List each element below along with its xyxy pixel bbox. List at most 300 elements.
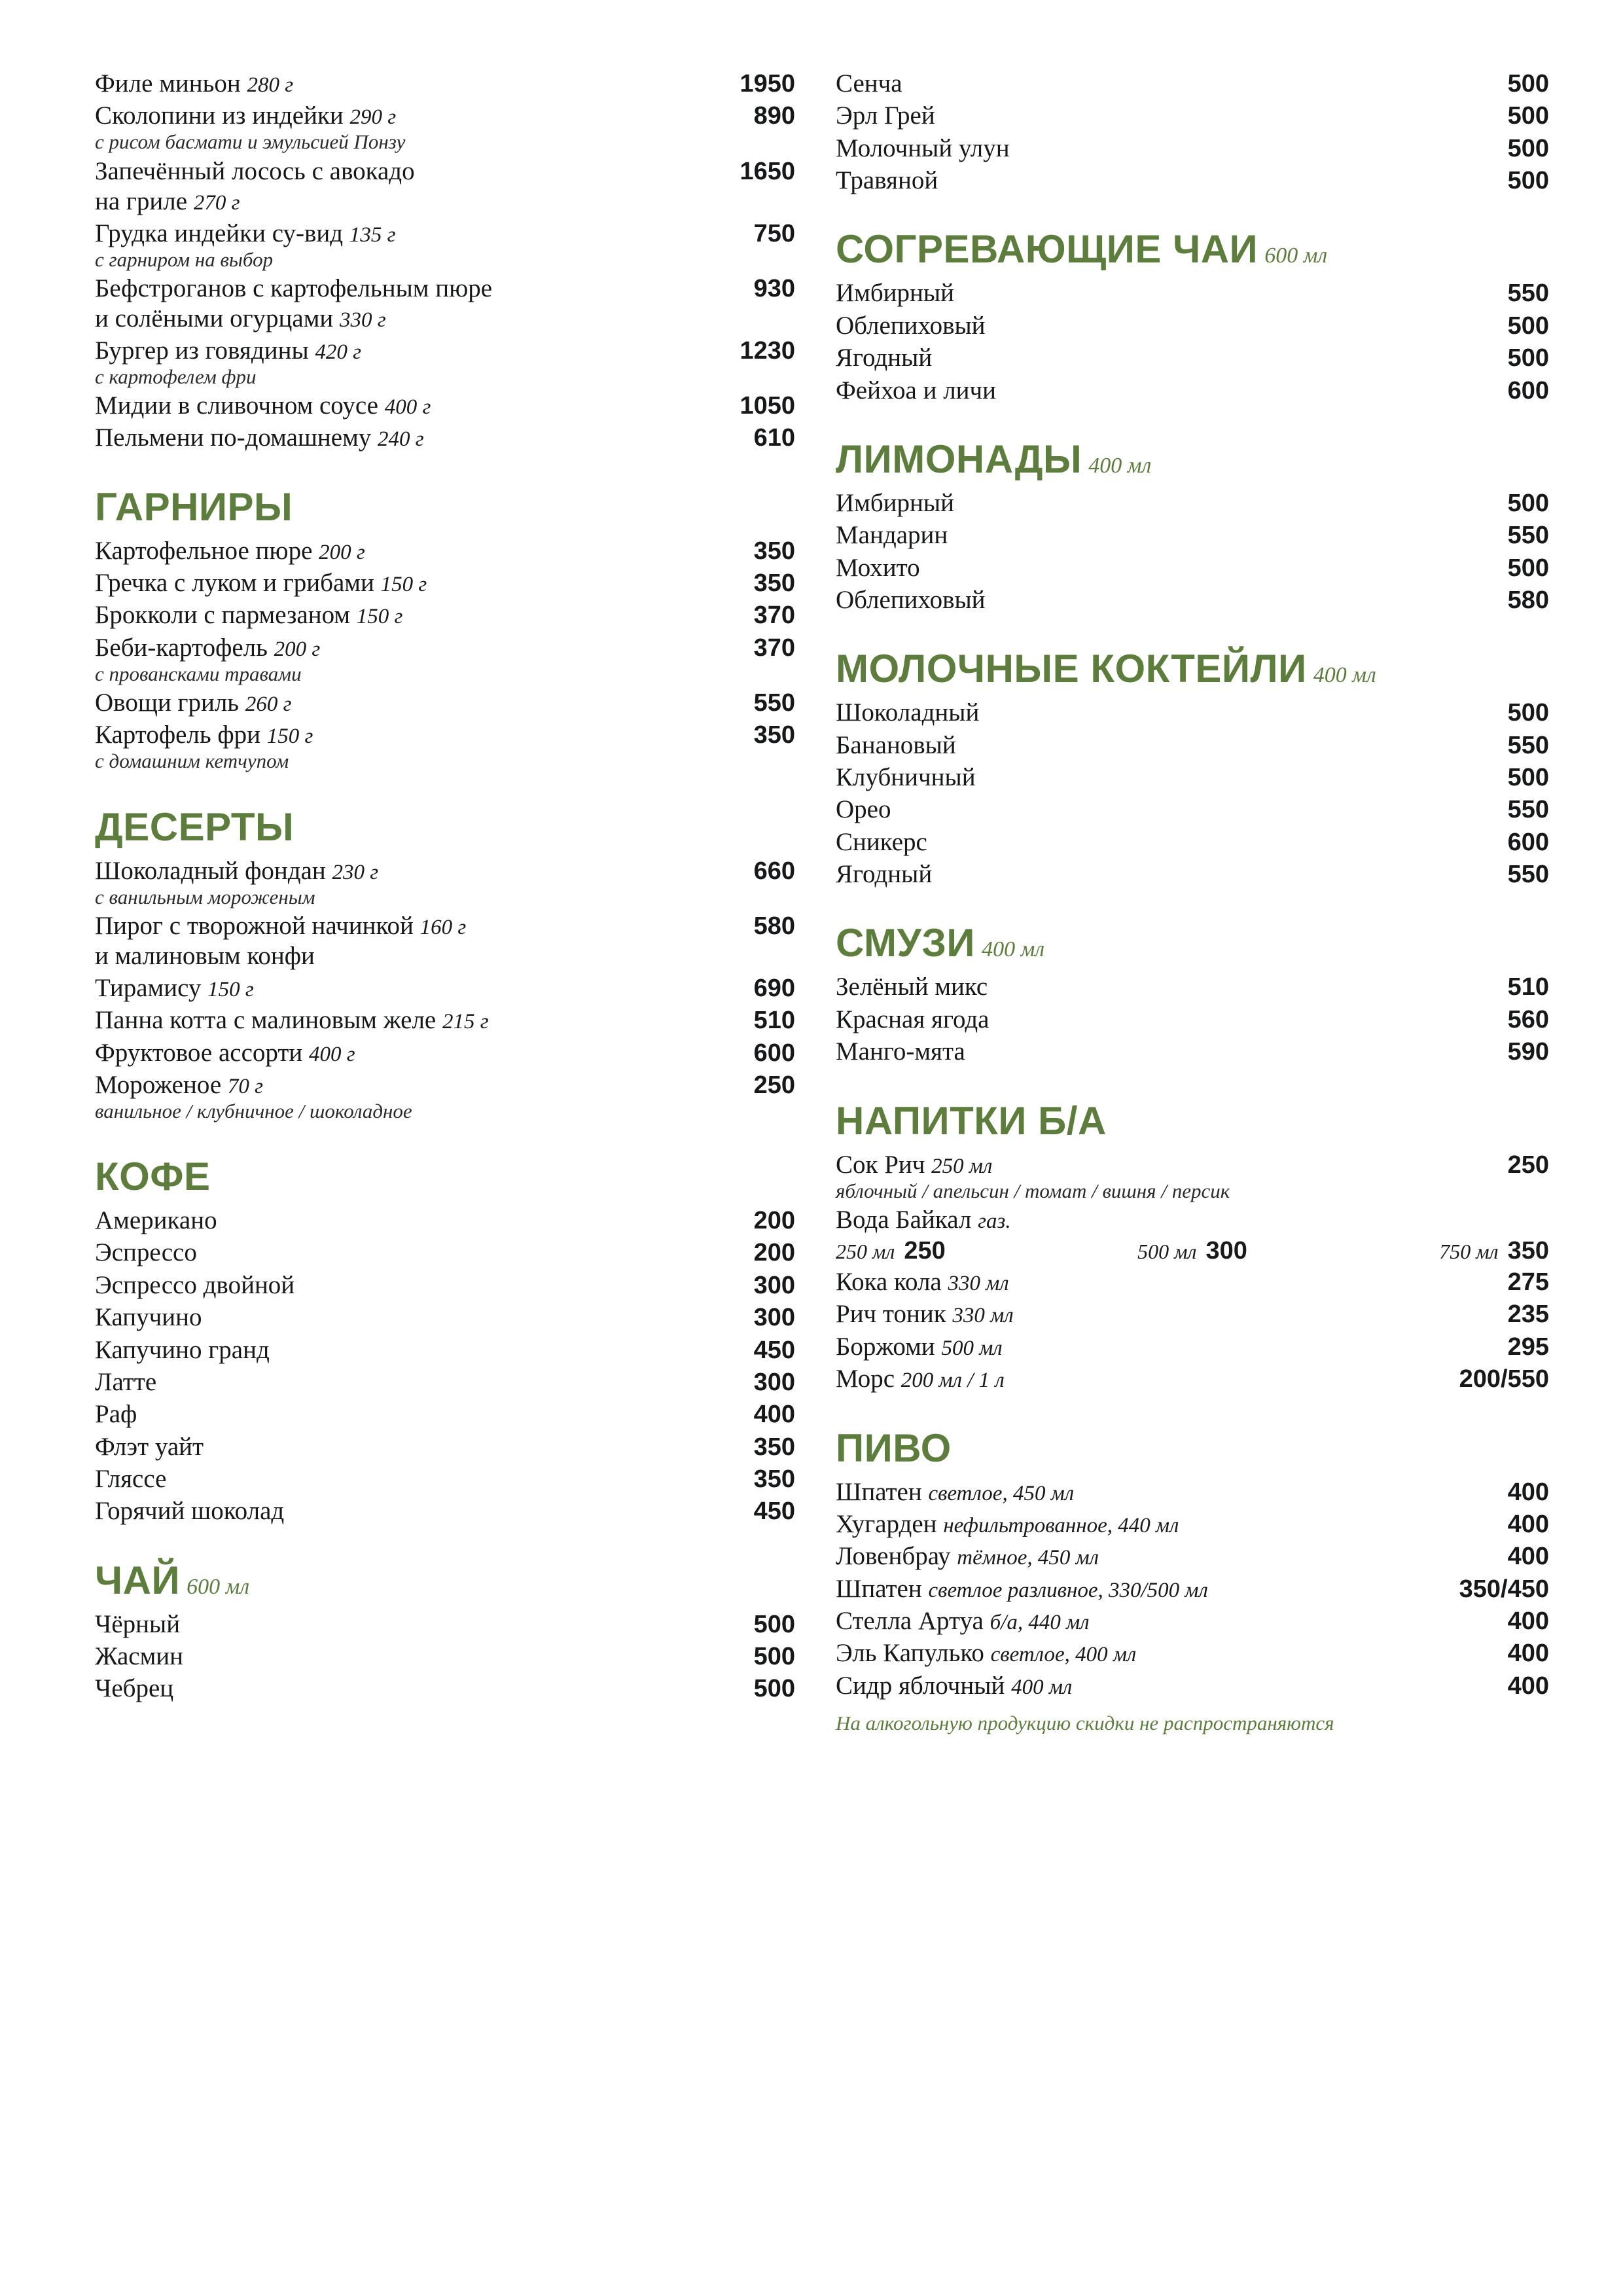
menu-item-portion: 230 г	[332, 860, 379, 884]
menu-item	[836, 1541, 1549, 1571]
menu-item-main	[95, 1674, 697, 1704]
menu-item-main	[836, 1037, 1451, 1067]
menu-item-name: Вода Байкал газ.	[836, 1205, 1011, 1234]
menu-item-name: Пирог с творожной начинкой 160 г	[95, 911, 467, 940]
menu-item-name: Ягодный	[836, 344, 933, 372]
menu-item-portion: 330 г	[340, 308, 386, 332]
menu-item-portion: 150 г	[356, 605, 403, 629]
menu-item	[836, 69, 1549, 99]
section-volume: 600 мл	[187, 1574, 250, 1599]
menu-item-name-line2: и малиновым конфи	[95, 941, 315, 970]
menu-item-name: Эль Капулько светлое, 400 мл	[836, 1639, 1137, 1668]
menu-item-price: 500	[1507, 312, 1549, 340]
menu-item-price: 235	[1507, 1300, 1549, 1329]
menu-item-main	[836, 1574, 1451, 1604]
menu-item-main	[95, 219, 697, 272]
menu-item-description: с гарниром на выбор	[95, 247, 274, 271]
menu-item-name: Панна котта с малиновым желе 215 г	[95, 1006, 489, 1035]
menu-item-portion: 215 г	[442, 1010, 489, 1034]
menu-item	[95, 973, 795, 1003]
menu-item-price: 300	[753, 1271, 795, 1299]
menu-item-name: Шпатен светлое разливное, 330/500 мл	[836, 1574, 1208, 1603]
menu-item-main	[95, 1302, 697, 1333]
menu-item-price: 750	[753, 219, 795, 247]
menu-item	[95, 1270, 795, 1300]
menu-item-name: Эспрессо двойной	[95, 1270, 295, 1299]
menu-item-main	[836, 520, 1451, 550]
water-price-option	[836, 1237, 946, 1265]
menu-item-main	[836, 343, 1451, 373]
menu-item-main	[95, 1464, 697, 1494]
water-volume: 250 мл	[836, 1240, 895, 1264]
menu-item-main	[95, 156, 697, 217]
menu-item	[95, 156, 795, 217]
menu-item-portion: 270 г	[193, 190, 240, 215]
menu-item-name: Пельмени по-домашнему 240 г	[95, 423, 424, 452]
menu-item-price: 610	[753, 424, 795, 452]
menu-item-main	[836, 134, 1451, 164]
menu-item-name: Имбирный	[836, 488, 955, 517]
menu-item-price: 400	[753, 1401, 795, 1429]
menu-item-name: Сколопини из индейки 290 г	[95, 101, 397, 130]
menu-item-name: Мидии в сливочном соусе 400 г	[95, 391, 431, 420]
menu-item-main	[836, 972, 1451, 1002]
menu-item-name: Жасмин	[95, 1642, 184, 1671]
menu-item-main	[836, 1509, 1451, 1539]
menu-item-main	[836, 859, 1451, 889]
menu-item-name-line2: на гриле 270 г	[95, 187, 240, 215]
menu-item-description: с рисом басмати и эмульсией Понзу	[95, 130, 406, 154]
menu-item-portion: нефильтрованное, 440 мл	[943, 1513, 1179, 1537]
menu-item-price: 550	[753, 689, 795, 717]
menu-item-name: Филе миньон 280 г	[95, 69, 294, 98]
menu-item	[836, 1332, 1549, 1362]
menu-item	[836, 520, 1549, 550]
menu-item-name: Сок Рич 250 мл	[836, 1150, 993, 1179]
menu-item-price: 450	[753, 1336, 795, 1364]
menu-item	[95, 219, 795, 272]
menu-item-portion: 160 г	[419, 915, 467, 939]
menu-item-portion: 290 г	[349, 105, 397, 130]
menu-item-name: Облепиховый	[836, 585, 986, 614]
menu-item-name-line2: и солёными огурцами 330 г	[95, 304, 386, 332]
menu-item	[836, 859, 1549, 889]
menu-item-price: 500	[1507, 554, 1549, 582]
menu-item-main	[836, 311, 1451, 341]
menu-item-price: 295	[1507, 1333, 1549, 1361]
menu-item-portion: 135 г	[349, 223, 396, 247]
menu-item-name: Бургер из говядины 420 г	[95, 336, 362, 365]
menu-item-price: 600	[1507, 376, 1549, 404]
menu-item-price: 930	[753, 274, 795, 302]
menu-item-name: Шоколадный фондан 230 г	[95, 856, 379, 885]
menu-item-name: Ягодный	[836, 860, 933, 889]
menu-item	[95, 1609, 795, 1640]
menu-item-portion: 250 мл	[931, 1154, 993, 1178]
menu-item	[95, 1302, 795, 1333]
menu-item-portion: газ.	[978, 1209, 1011, 1233]
menu-item	[836, 1364, 1549, 1394]
menu-item-main	[95, 536, 697, 566]
menu-item-name: Мандарин	[836, 521, 948, 550]
menu-item-main	[836, 553, 1451, 583]
menu-item-description: с ванильным мороженым	[95, 885, 315, 908]
menu-item-name: Шпатен светлое, 450 мл	[836, 1477, 1075, 1506]
menu-item-main	[836, 1541, 1451, 1571]
menu-item-price: 500	[1507, 102, 1549, 130]
water-volume: 500 мл	[1137, 1240, 1197, 1264]
menu-item-portion: 260 г	[245, 692, 292, 717]
menu-item	[836, 343, 1549, 373]
menu-item-name: Капучино	[95, 1303, 202, 1332]
section-volume: 400 мл	[1088, 453, 1152, 478]
menu-item-portion: 150 г	[207, 977, 254, 1001]
menu-item-main	[836, 1606, 1451, 1636]
section-heading-лимонады: ЛИМОНАДЫ 400 мл	[836, 437, 1152, 481]
menu-item-name: Сидр яблочный 400 мл	[836, 1671, 1073, 1700]
menu-item-main	[95, 1070, 697, 1123]
menu-item-portion: 240 г	[378, 427, 424, 452]
menu-item-price: 500	[1507, 699, 1549, 727]
menu-item	[95, 1005, 795, 1035]
menu-item-name: Горячий шоколад	[95, 1497, 285, 1526]
menu-item-description: яблочный / апельсин / томат / вишня / персик	[836, 1179, 1230, 1202]
menu-item-main	[836, 1005, 1451, 1035]
menu-item-main	[95, 101, 697, 154]
menu-item-main	[836, 376, 1451, 406]
menu-item-price: 350/450	[1459, 1575, 1549, 1603]
menu-item	[836, 166, 1549, 196]
menu-item	[836, 827, 1549, 857]
menu-item-portion: 200 г	[274, 637, 321, 661]
menu-item-price: 500	[1507, 167, 1549, 195]
menu-item-price: 600	[1507, 828, 1549, 856]
menu-item-name: Овощи гриль 260 г	[95, 689, 292, 717]
menu-item-price: 400	[1507, 1640, 1549, 1668]
menu-item-main	[836, 730, 1451, 761]
menu-item-price: 400	[1507, 1543, 1549, 1571]
water-price: 300	[1205, 1237, 1247, 1265]
menu-item-main	[836, 278, 1451, 308]
menu-item-main	[836, 795, 1451, 825]
menu-item	[95, 600, 795, 630]
menu-item-name: Флэт уайт	[95, 1432, 204, 1461]
menu-item	[95, 1674, 795, 1704]
menu-item-price: 500	[1507, 344, 1549, 372]
menu-item-price: 510	[1507, 973, 1549, 1001]
menu-item-name: Клубничный	[836, 763, 976, 792]
menu-item-main	[95, 336, 697, 389]
menu-item-main	[95, 423, 697, 453]
menu-item	[95, 274, 795, 334]
section-heading-смузи: СМУЗИ 400 мл	[836, 921, 1045, 965]
menu-item-price: 510	[753, 1007, 795, 1035]
menu-item-name: Гречка с луком и грибами 150 г	[95, 569, 427, 598]
menu-item-main	[95, 633, 697, 686]
menu-item-main	[836, 1364, 1451, 1394]
menu-item-main	[95, 1432, 697, 1462]
menu-left-column	[95, 69, 795, 2250]
menu-item	[95, 1496, 795, 1526]
menu-item-main	[836, 698, 1451, 728]
menu-item	[95, 1038, 795, 1068]
menu-item-price: 1230	[740, 336, 795, 365]
menu-item-main	[836, 1267, 1451, 1297]
menu-item-portion: б/а, 440 мл	[990, 1610, 1090, 1634]
menu-item-price: 500	[753, 1675, 795, 1703]
menu-item-price: 400	[1507, 1478, 1549, 1506]
menu-item	[836, 1150, 1549, 1203]
menu-item	[836, 1267, 1549, 1297]
menu-item-description: ванильное / клубничное / шоколадное	[95, 1099, 412, 1122]
menu-item-name: Мохито	[836, 553, 920, 582]
menu-item-price: 550	[1507, 522, 1549, 550]
menu-item-name: Имбирный	[836, 279, 955, 308]
menu-item-portion: светлое разливное, 330/500 мл	[928, 1578, 1208, 1602]
menu-item-price: 200/550	[1459, 1365, 1549, 1393]
menu-item-price: 275	[1507, 1268, 1549, 1297]
menu-item-price: 250	[753, 1071, 795, 1099]
menu-item	[836, 1638, 1549, 1668]
menu-item-price: 400	[1507, 1510, 1549, 1538]
menu-item-portion: 400 г	[309, 1042, 355, 1066]
menu-item-main	[836, 1150, 1451, 1203]
menu-item	[836, 1477, 1549, 1507]
menu-item-price: 890	[753, 102, 795, 130]
menu-item	[836, 311, 1549, 341]
menu-item-main	[836, 585, 1451, 615]
menu-item-price: 250	[1507, 1151, 1549, 1179]
menu-item-portion: 400 мл	[1011, 1675, 1073, 1699]
menu-item-description: с картофелем фри	[95, 365, 257, 388]
menu-item	[95, 1432, 795, 1462]
menu-item-main	[95, 1609, 697, 1640]
menu-item-main	[95, 911, 697, 971]
menu-item-price: 200	[753, 1207, 795, 1235]
menu-item-portion: 150 г	[380, 573, 427, 597]
menu-item-price: 500	[1507, 70, 1549, 98]
menu-item-name: Американо	[95, 1206, 217, 1235]
menu-item-main	[836, 1638, 1451, 1668]
menu-item-price: 550	[1507, 279, 1549, 308]
menu-right-column	[836, 69, 1549, 2250]
menu-item-portion: 70 г	[227, 1074, 264, 1098]
menu-item-main	[836, 1671, 1451, 1701]
menu-item	[95, 1070, 795, 1123]
menu-item-name: Беби-картофель 200 г	[95, 633, 321, 662]
menu-item-portion: 150 г	[266, 725, 313, 749]
menu-item-price: 580	[753, 912, 795, 940]
menu-item-portion: 200 мл / 1 л	[901, 1369, 1005, 1393]
menu-item-price: 1950	[740, 70, 795, 98]
menu-item-main	[95, 720, 697, 773]
menu-item	[95, 856, 795, 909]
menu-item-name: Облепиховый	[836, 311, 986, 340]
menu-item-portion: 280 г	[247, 73, 294, 97]
menu-item-main	[836, 1332, 1451, 1362]
section-heading-кофе: КОФЕ	[95, 1155, 211, 1199]
section-heading-пиво: ПИВО	[836, 1426, 952, 1470]
menu-item-price: 370	[753, 601, 795, 630]
menu-item	[836, 278, 1549, 308]
menu-item-name: Картофельное пюре 200 г	[95, 536, 365, 565]
menu-item	[95, 1399, 795, 1429]
menu-item-name: Манго-мята	[836, 1037, 965, 1066]
menu-item-portion: 420 г	[315, 340, 362, 364]
menu-item-main	[95, 391, 697, 421]
menu-item-name: Эспрессо	[95, 1238, 197, 1267]
menu-item-main	[95, 973, 697, 1003]
menu-item	[836, 1037, 1549, 1067]
water-price-row	[836, 1237, 1549, 1265]
menu-item-name: Ловенбрау тёмное, 450 мл	[836, 1542, 1099, 1571]
menu-item-price: 550	[1507, 731, 1549, 759]
menu-item-price: 500	[753, 1610, 795, 1638]
menu-item-price: 350	[753, 1465, 795, 1493]
section-volume: 600 мл	[1264, 243, 1328, 268]
section-volume: 400 мл	[982, 937, 1045, 962]
menu-item	[95, 688, 795, 718]
section-heading-чай: ЧАЙ 600 мл	[95, 1558, 250, 1602]
menu-item-portion: светлое, 400 мл	[990, 1643, 1137, 1667]
section-heading-напитки-б-а: НАПИТКИ Б/А	[836, 1098, 1107, 1143]
menu-item-name: Фейхоа и личи	[836, 376, 997, 404]
menu-item-price: 350	[753, 569, 795, 598]
menu-item-main	[836, 1477, 1451, 1507]
menu-item	[836, 376, 1549, 406]
menu-item-portion: 200 г	[319, 540, 365, 564]
menu-item-name: Латте	[95, 1367, 157, 1396]
menu-item	[836, 795, 1549, 825]
menu-item-main	[836, 166, 1451, 196]
menu-item	[836, 1509, 1549, 1539]
menu-item-main	[836, 101, 1451, 131]
menu-item-price: 660	[753, 857, 795, 885]
menu-item	[836, 730, 1549, 761]
menu-item-name: Банановый	[836, 730, 956, 759]
menu-item-main	[836, 1299, 1451, 1329]
menu-item	[95, 911, 795, 971]
menu-item-portion: светлое, 450 мл	[928, 1481, 1075, 1505]
menu-item-portion: 500 мл	[941, 1336, 1003, 1360]
water-volume: 750 мл	[1439, 1240, 1499, 1264]
menu-item-main	[95, 1496, 697, 1526]
menu-item-name: Хугарден нефильтрованное, 440 мл	[836, 1509, 1179, 1538]
menu-item-name: Стелла Артуа б/а, 440 мл	[836, 1606, 1090, 1635]
menu-item	[95, 1641, 795, 1672]
menu-item-name: Молочный улун	[836, 134, 1010, 162]
menu-item	[95, 1464, 795, 1494]
menu-item-portion: 330 мл	[952, 1304, 1014, 1328]
menu-item-description: с домашним кетчупом	[95, 749, 289, 773]
menu-item-main	[95, 274, 697, 334]
menu-item-price: 450	[753, 1498, 795, 1526]
menu-item-price: 350	[753, 721, 795, 749]
menu-item-name: Травяной	[836, 166, 938, 195]
menu-item-name: Грудка индейки су-вид 135 г	[95, 219, 396, 247]
menu-item-main	[95, 1206, 697, 1236]
water-price-option	[1137, 1237, 1247, 1265]
menu-item	[836, 553, 1549, 583]
menu-item-price: 600	[753, 1039, 795, 1067]
menu-item-portion: 400 г	[384, 395, 431, 420]
menu-item	[95, 568, 795, 598]
menu-item	[836, 1205, 1549, 1235]
menu-item-name: Бефстроганов с картофельным пюре	[95, 274, 493, 302]
menu-item	[836, 101, 1549, 131]
section-heading-гарниры: ГАРНИРЫ	[95, 484, 293, 529]
menu-item	[836, 698, 1549, 728]
menu-item-name: Фруктовое ассорти 400 г	[95, 1038, 355, 1067]
menu-item-name: Чебрец	[95, 1674, 174, 1703]
menu-item-price	[1451, 1205, 1549, 1235]
section-heading-десерты: ДЕСЕРТЫ	[95, 804, 294, 849]
menu-item-price: 500	[1507, 764, 1549, 792]
menu-item	[836, 762, 1549, 793]
menu-item-name: Капучино гранд	[95, 1335, 270, 1364]
menu-item	[836, 488, 1549, 518]
menu-item-price: 550	[1507, 796, 1549, 824]
menu-item-main	[95, 69, 697, 99]
menu-item-portion: тёмное, 450 мл	[957, 1546, 1099, 1570]
menu-item	[95, 336, 795, 389]
menu-item-main	[95, 1270, 697, 1300]
menu-item	[836, 134, 1549, 164]
menu-item-name: Тирамису 150 г	[95, 973, 254, 1002]
water-price-option	[1439, 1237, 1549, 1265]
menu-item-main	[95, 568, 697, 598]
menu-item	[836, 1574, 1549, 1604]
menu-item-name: Картофель фри 150 г	[95, 721, 313, 749]
menu-item-name: Запечённый лосось с авокадо	[95, 156, 415, 185]
menu-item-price: 300	[753, 1368, 795, 1396]
menu-item-price: 500	[1507, 134, 1549, 162]
menu-item-name: Раф	[95, 1400, 137, 1429]
menu-item-name: Рич тоник 330 мл	[836, 1300, 1014, 1329]
menu-item-main	[836, 762, 1451, 793]
menu-item	[95, 536, 795, 566]
menu-item-main	[836, 1205, 1451, 1235]
menu-item-name: Боржоми 500 мл	[836, 1332, 1003, 1361]
menu-item-description: с провансками травами	[95, 662, 302, 685]
menu-item-price: 200	[753, 1239, 795, 1267]
menu-item	[95, 391, 795, 421]
menu-item	[836, 1299, 1549, 1329]
alcohol-discount-note: На алкогольную продукцию скидки не распространяются	[836, 1712, 1334, 1735]
menu-item	[95, 101, 795, 154]
menu-item-name: Сенча	[836, 69, 902, 98]
menu-item	[836, 1005, 1549, 1035]
menu-item	[836, 1671, 1549, 1701]
menu-item-name: Красная ягода	[836, 1005, 990, 1033]
menu-item-price: 690	[753, 974, 795, 1002]
menu-item	[95, 69, 795, 99]
menu-item-name: Морс 200 мл / 1 л	[836, 1365, 1005, 1393]
menu-item	[836, 972, 1549, 1002]
menu-item-main	[836, 69, 1451, 99]
menu-item-price: 500	[753, 1643, 795, 1671]
menu-item-price: 400	[1507, 1607, 1549, 1635]
menu-item-price: 370	[753, 634, 795, 662]
menu-item-main	[95, 1038, 697, 1068]
menu-item	[95, 423, 795, 453]
menu-item-main	[95, 1641, 697, 1672]
menu-item-portion: 330 мл	[948, 1272, 1009, 1296]
menu-item-main	[95, 1367, 697, 1397]
menu-item	[95, 1367, 795, 1397]
menu-item	[95, 633, 795, 686]
water-price: 350	[1507, 1237, 1549, 1265]
